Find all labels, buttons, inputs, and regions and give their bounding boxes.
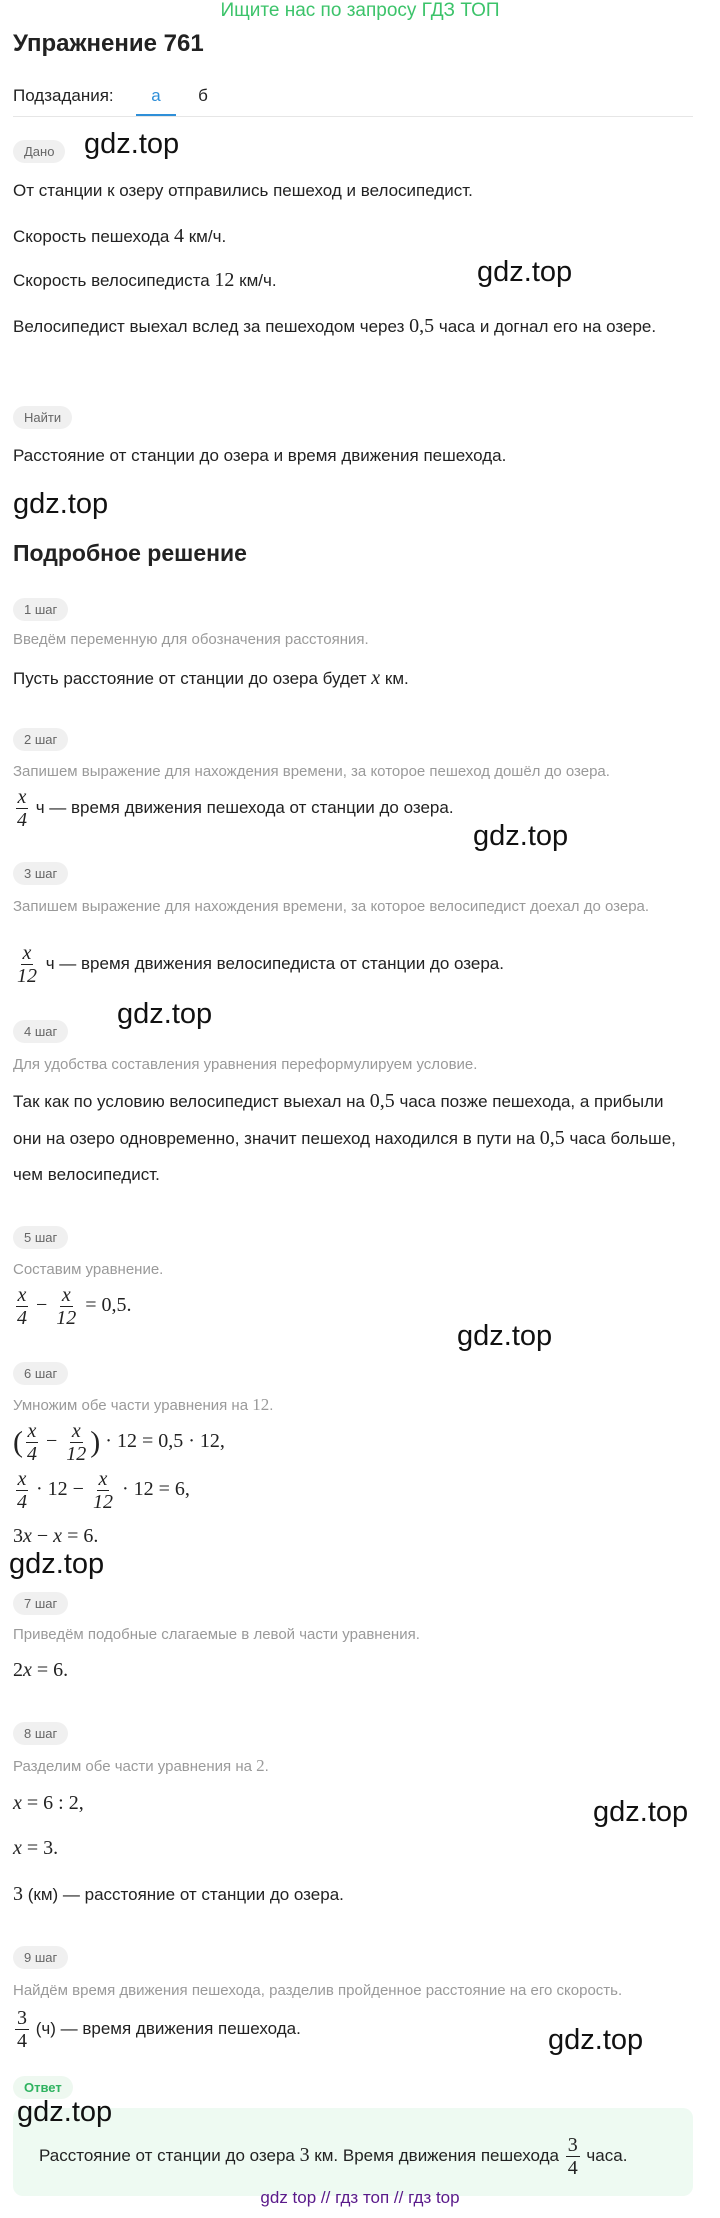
- step-1-text: Пусть расстояние от станции до озера будет x км.: [13, 667, 409, 689]
- find-chip: Найти: [13, 406, 72, 429]
- given-line-3: Скорость велосипедиста 12 км/ч.: [13, 269, 277, 291]
- step-6-line-3: 3x − x = 6.: [13, 1525, 99, 1547]
- step-6-line-1: ( $\frac{x}{4}$ − $\frac{x}{12}$ ) · 12 = 0,5 · 12,: [13, 1420, 225, 1466]
- watermark: gdz.top: [84, 128, 180, 160]
- given-line-4: Велосипедист выехал вслед за пешеходом через 0,5 часа и догнал его на озере.: [13, 315, 657, 337]
- step-1-chip: 1 шаг: [13, 598, 68, 621]
- watermark: gdz.top: [9, 1548, 105, 1580]
- step-7-chip: 7 шаг: [13, 1592, 68, 1615]
- step-8-line-3: 3 (км) — расстояние от станции до озера.: [13, 1883, 344, 1905]
- step-2-text: $\frac{x}{4}$ ч — время движения пешехода от станции до озера.: [17, 786, 454, 832]
- step-2-hint: Запишем выражение для нахождения времени, за которое пешеход дошёл до озера.: [13, 763, 610, 780]
- subtasks-label: Подзадания:: [13, 86, 114, 105]
- step-9-text: $\frac{3}{4}$ (ч) — время движения пешехода.: [17, 2007, 301, 2053]
- step-6-hint: Умножим обе части уравнения на 12.: [13, 1395, 274, 1414]
- watermark: gdz.top: [457, 1320, 553, 1352]
- step-6-line-2: $\frac{x}{4}$ · 12 − $\frac{x}{12}$ · 12 = 6,: [17, 1468, 190, 1514]
- given-chip: Дано: [13, 140, 65, 163]
- step-6-chip: 6 шаг: [13, 1362, 68, 1385]
- step-3-hint: Запишем выражение для нахождения времени, за которое велосипедист доехал до озера.: [13, 898, 650, 915]
- step-3-text: $\frac{x}{12}$ ч — время движения велосипедиста от станции до озера.: [17, 942, 504, 988]
- answer-box: [13, 2108, 693, 2196]
- watermark: gdz.top: [477, 256, 573, 288]
- given-line-2: Скорость пешехода 4 км/ч.: [13, 225, 227, 247]
- watermark: gdz.top: [593, 1796, 689, 1828]
- step-4-text: Так как по условию велосипедист выехал на 0,5 часа позже пешехода, а прибыли они на озеро одновременно, значит пешеход находился в пути на 0,5 часа больше, чем велосипедист.: [13, 1090, 676, 1184]
- watermark: gdz.top: [548, 2024, 644, 2056]
- watermark: gdz.top: [117, 998, 213, 1030]
- top-banner[interactable]: Ищите нас по запросу ГДЗ ТОП: [220, 0, 500, 21]
- step-5-hint: Составим уравнение.: [13, 1261, 164, 1278]
- step-8-line-1: x = 6 : 2,: [13, 1792, 84, 1814]
- step-4-chip: 4 шаг: [13, 1020, 68, 1043]
- watermark: gdz.top: [473, 820, 569, 852]
- step-8-line-2: x = 3.: [13, 1837, 59, 1859]
- step-8-chip: 8 шаг: [13, 1722, 68, 1745]
- step-4-hint: Для удобства составления уравнения переформулируем условие.: [13, 1056, 478, 1073]
- step-1-hint: Введём переменную для обозначения расстояния.: [13, 631, 369, 648]
- given-line-1: От станции к озеру отправились пешеход и велосипедист.: [13, 181, 473, 200]
- footer-links[interactable]: gdz top // гдз топ // гдз top: [260, 2188, 460, 2207]
- step-9-hint: Найдём время движения пешехода, разделив пройденное расстояние на его скорость.: [13, 1982, 623, 1999]
- tab-a[interactable]: а: [136, 86, 176, 116]
- step-5-chip: 5 шаг: [13, 1226, 68, 1249]
- subtask-tabs: [13, 82, 693, 117]
- step-5-text: $\frac{x}{4}$ − $\frac{x}{12}$ = 0,5.: [17, 1284, 132, 1330]
- solution-title: Подробное решение: [13, 540, 247, 566]
- step-7-hint: Приведём подобные слагаемые в левой части уравнения.: [13, 1626, 420, 1643]
- find-text: Расстояние от станции до озера и время движения пешехода.: [13, 446, 507, 465]
- tab-b[interactable]: б: [198, 86, 208, 105]
- step-8-hint: Разделим обе части уравнения на 2.: [13, 1756, 269, 1775]
- step-7-text: 2x = 6.: [13, 1659, 69, 1681]
- page-title: Упражнение 761: [13, 30, 204, 57]
- answer-text: Расстояние от станции до озера 3 км. Время движения пешехода $\frac{3}{4}$ часа.: [39, 2134, 628, 2179]
- watermark: gdz.top: [17, 2096, 113, 2128]
- answer-chip: Ответ: [13, 2076, 73, 2099]
- step-3-chip: 3 шаг: [13, 862, 68, 885]
- step-2-chip: 2 шаг: [13, 728, 68, 751]
- watermark: gdz.top: [13, 488, 109, 520]
- step-9-chip: 9 шаг: [13, 1946, 68, 1969]
